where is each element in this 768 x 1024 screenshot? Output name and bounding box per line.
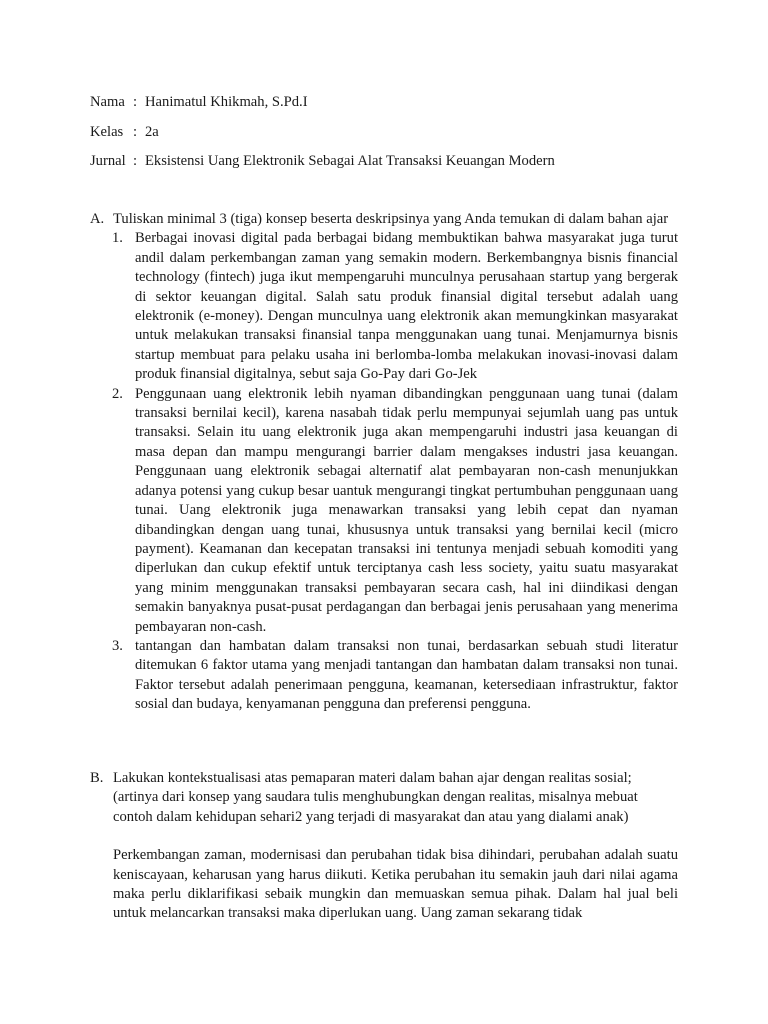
kelas-label: Kelas [90, 123, 124, 140]
list-item [90, 385, 678, 637]
kelas-separator: : [133, 123, 138, 140]
section-b-paragraph: Perkembangan zaman, modernisasi dan perubahan tidak bisa dihindari, perubahan adalah suatu keniscayaan, keharusan yang harus diikuti. Ketika perubahan itu semakin jauh dari nilai agama maka perlu diklarifikasi sebaik mungkin dan memuaskan semua pihak. Dalam hal jual beli untuk melancarkan transaksi maka diperlukan uang. Uang zaman sekarang tidak [113, 847, 678, 922]
section-b-letter: B. [90, 770, 104, 786]
section-b-question: Lakukan kontekstualisasi atas pemaparan materi dalam bahan ajar dengan realitas sosial; (artinya dari konsep yang saudara tulis menghubungkan dengan realitas, misalnya mebuat contoh dalam kehidupan sehari2 yang terjadi di masyarakat dan atau yang dialami anak) [113, 770, 638, 825]
list-item-text: Berbagai inovasi digital pada berbagai bidang membuktikan bahwa masyarakat juga turut andil dalam perkembangan zaman yang semakin modern. Berkembangnya bisnis financial technology (fintech) juga ikut mempengaruhi munculnya perusahaan startup yang bergerak di sektor keuangan digital. Salah satu produk finansial digital tersebut adalah uang elektronik (e-money). Dengan munculnya uang elektronik akan memungkinkan masyarakat untuk melakukan transaksi finansial tanpa menggunakan uang tunai. Menjamurnya bisnis startup membuat para pelaku usaha ini berlomba-lomba melakukan inovasi-inovasi dalam produk finansial digitalnya, sebut saja Go-Pay dari Go-Jek [135, 230, 678, 383]
kelas-value: 2a [145, 123, 159, 140]
nama-separator: : [133, 94, 138, 110]
jurnal-separator: : [133, 153, 138, 169]
list-item [90, 229, 678, 384]
list-item [90, 637, 678, 715]
header-row-nama [90, 93, 690, 123]
header-row-jurnal [90, 152, 690, 182]
list-item-number: 1. [112, 230, 123, 247]
header-row-kelas [90, 123, 690, 153]
list-item-number: 3. [112, 637, 123, 654]
section-a [90, 210, 678, 715]
document-header [90, 93, 690, 182]
section-a-letter: A. [90, 211, 105, 227]
nama-label: Nama [90, 94, 125, 110]
list-item-text: Penggunaan uang elektronik lebih nyaman dibandingkan penggunaan uang tunai (dalam transaksi bernilai kecil), karena nasabah tidak perlu mempunyai sejumlah uang pas untuk transaksi. Selain itu uang elektronik juga akan mempengaruhi industri jasa keuangan di masa depan dan mampu mengurangi barrier dalam mengakses industri jasa keuangan. Penggunaan uang elektronik sebagai alternatif alat pembayaran non-cash menunjukkan adanya potensi yang cukup besar uantuk mengurangi tingkat pertumbuhan penggunaan uang tunai. Uang elektronik juga menawarkan transaksi yang lebih cepat dan nyaman dibandingkan dengan uang tunai, khususnya untuk transaksi yang bernilai kecil (micro payment). Keamanan dan kecepatan transaksi ini tentunya menjadi sebuah komoditi yang diperlukan dan cukup efektif untuk terciptanya cash less society, yaitu suatu masyarakat yang minim menggunakan transaksi pembayaran secara cash, hal ini diindikasi dengan semakin banyaknya pusat-pusat perdagangan dan berbagai jenis perusahaan yang menerima pembayaran non-cash. [135, 385, 678, 635]
section-b [90, 769, 678, 924]
list-item-text: tantangan dan hambatan dalam transaksi non tunai, berdasarkan sebuah studi literatur ditemukan 6 faktor utama yang menjadi tantangan dan hambatan dalam transaksi non tunai. Faktor tersebut adalah penerimaan pengguna, keamanan, ketersediaan infrastruktur, faktor sosial dan budaya, kenyamanan pengguna dan preferensi pengguna. [135, 637, 678, 713]
section-a-question: Tuliskan minimal 3 (tiga) konsep beserta deskripsinya yang Anda temukan di dalam bahan ajar [113, 211, 669, 227]
section-a-heading [90, 210, 678, 229]
jurnal-value: Eksistensi Uang Elektronik Sebagai Alat Transaksi Keuangan Modern [145, 153, 555, 169]
section-b-heading [90, 769, 678, 827]
jurnal-label: Jurnal [90, 153, 126, 169]
list-item-number: 2. [112, 385, 123, 402]
concept-list [90, 229, 678, 714]
nama-value: Hanimatul Khikmah, S.Pd.I [145, 94, 308, 110]
